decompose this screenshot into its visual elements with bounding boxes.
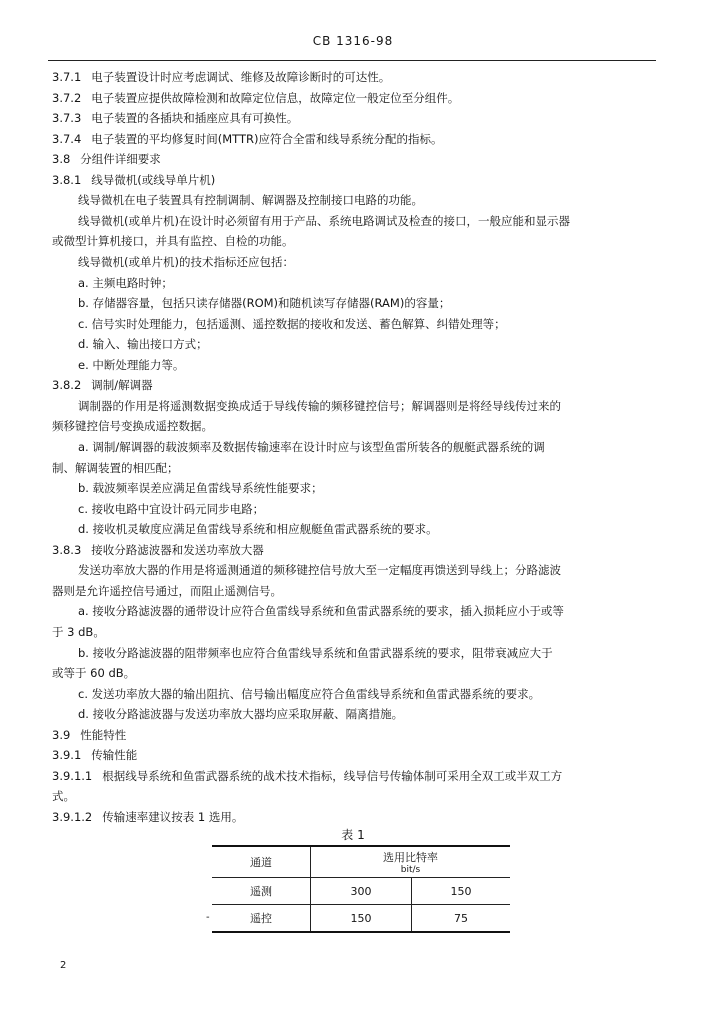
text-line	[52, 132, 443, 146]
clause-number: 3.7.1	[52, 70, 82, 84]
clause-text: 于 3 dB。	[52, 625, 105, 639]
text-line	[78, 276, 173, 290]
text-line	[52, 789, 75, 803]
text-line	[52, 111, 298, 125]
clause-text: 线导微机(或单片机)在设计时必须留有用于产品、系统电路调试及检查的接口，一般应能和显示器	[78, 213, 570, 228]
table-cell-channel: 遥控	[212, 905, 311, 933]
text-line	[52, 91, 459, 105]
clause-number: 3.7.2	[52, 90, 82, 105]
clause-text: 接收分路滤波器和发送功率放大器	[91, 542, 264, 557]
clause-number: 3.8.1	[52, 172, 82, 187]
clause-text: d. 接收机灵敏度应满足鱼雷线导系统和相应舰艇鱼雷武器系统的要求。	[78, 522, 438, 537]
text-line	[78, 563, 561, 577]
clause-text: 线导微机(或线导单片机)	[91, 172, 216, 187]
text-line	[78, 707, 403, 721]
clause-text: 调制/解调器	[91, 378, 153, 393]
table-header-unit: bit/s	[400, 865, 421, 875]
text-line	[78, 255, 294, 269]
clause-text: 发送功率放大器的作用是将遥测通道的频移键控信号放大至一定幅度再馈送到导线上；分路滤波	[78, 563, 561, 578]
text-line	[78, 193, 423, 207]
clause-number: 3.8.3	[52, 542, 82, 557]
clause-number: 3.9.1	[52, 748, 82, 763]
clause-text: d. 接收分路滤波器与发送功率放大器均应采取屏蔽、隔离措施。	[78, 707, 404, 722]
table-cell-value: 150	[412, 878, 511, 905]
table-row	[212, 878, 510, 905]
text-line	[78, 358, 184, 372]
table-cell-value: 300	[311, 878, 412, 905]
text-line	[78, 337, 208, 351]
clause-text: 根据线导系统和鱼雷武器系统的战术技术指标，线导信号传输体制可采用全双工或半双工方	[102, 768, 563, 783]
table-cell-value: 75	[412, 905, 511, 933]
text-line	[52, 666, 135, 680]
text-line	[52, 70, 390, 84]
header-rule	[48, 60, 656, 61]
table-row	[212, 905, 510, 933]
text-line	[52, 748, 137, 762]
clause-text: 调制器的作用是将遥测数据变换成适于导线传输的频移键控信号；解调器则是将经导线传过来的	[78, 398, 561, 413]
text-line	[78, 296, 450, 310]
clause-text: 器则是允许遥控信号通过，而阻止遥测信号。	[52, 583, 282, 598]
text-line	[52, 461, 179, 475]
table-cell-value: 150	[311, 905, 412, 933]
text-line	[78, 646, 553, 660]
text-line	[78, 399, 561, 413]
clause-text: 线导微机(或单片机)的技术指标还应包括：	[78, 255, 294, 269]
text-line	[78, 687, 540, 701]
clause-number: 3.8.2	[52, 378, 82, 393]
clause-text: c. 信号实时处理能力，包括遥测、遥控数据的接收和发送、蓄色解算、纠错处理等；	[78, 316, 506, 331]
clause-number: 3.7.4	[52, 131, 82, 146]
clause-text: 制、解调装置的相匹配；	[52, 460, 179, 475]
margin-mark: -	[206, 912, 210, 923]
clause-text: 传输速率建议按表 1 选用。	[102, 810, 244, 824]
text-line	[52, 625, 105, 639]
clause-text: c. 接收电路中宜设计码元同步电路；	[78, 501, 265, 516]
table-header-rate	[311, 846, 511, 878]
text-line	[52, 584, 282, 598]
text-line	[78, 214, 570, 228]
clause-text: 电子装置设计时应考虑调试、维修及故障诊断时的可达性。	[91, 70, 391, 84]
text-line	[52, 810, 243, 824]
text-line	[52, 728, 126, 742]
table-caption: 表 1	[341, 828, 365, 842]
text-line	[78, 317, 506, 331]
clause-text: e. 中断处理能力等。	[78, 357, 185, 372]
clause-text: b. 接收分路滤波器的阻带频率也应符合鱼雷线导系统和鱼雷武器系统的要求，阻带衰减应大于	[78, 645, 553, 660]
clause-text: 性能特性	[80, 727, 127, 742]
text-line	[78, 481, 323, 495]
clause-text: 电子装置的平均修复时间(MTTR)应符合全雷和线导系统分配的指标。	[91, 131, 443, 146]
clause-number: 3.9	[52, 727, 71, 742]
clause-text: 或等于 60 dB。	[52, 666, 136, 681]
bitrate-table	[212, 845, 510, 933]
page-number: 2	[60, 960, 67, 971]
clause-text: 电子装置的各插块和插座应具有可换性。	[91, 111, 299, 126]
clause-text: 线导微机在电子装置具有控制调制、解调器及控制接口电路的功能。	[78, 193, 423, 208]
text-line	[78, 604, 564, 618]
text-line	[52, 543, 264, 557]
text-line	[78, 522, 438, 536]
text-line	[52, 173, 215, 187]
table-cell-channel: 遥测	[212, 878, 311, 905]
clause-number: 3.8	[52, 152, 71, 167]
clause-text: b. 载波频率误差应满足鱼雷线导系统性能要求；	[78, 481, 323, 496]
standard-number-header: CB 1316-98	[312, 34, 394, 48]
clause-text: c. 发送功率放大器的输出阻抗、信号输出幅度应符合鱼雷线导系统和鱼雷武器系统的要求。	[78, 686, 541, 701]
clause-number: 3.9.1.1	[52, 768, 93, 783]
clause-text: 分组件详细要求	[80, 152, 161, 167]
clause-text: b. 存储器容量，包括只读存储器(ROM)和随机读写存储器(RAM)的容量；	[78, 296, 451, 311]
text-line	[78, 502, 264, 516]
clause-text: 式。	[52, 789, 75, 804]
clause-text: 电子装置应提供故障检测和故障定位信息，故障定位一般定位至分组件。	[91, 90, 460, 105]
text-line	[52, 152, 161, 166]
clause-number: 3.7.3	[52, 111, 82, 126]
table-header-rate-label: 选用比特率	[383, 851, 438, 864]
text-line	[78, 440, 545, 454]
clause-text: 频移键控信号变换成遥控数据。	[52, 419, 213, 434]
clause-text: a. 主频电路时钟；	[78, 275, 173, 290]
clause-number: 3.9.1.2	[52, 810, 93, 824]
text-line	[52, 419, 213, 433]
clause-text: d. 输入、输出接口方式；	[78, 337, 208, 352]
text-line	[52, 234, 294, 248]
text-line	[52, 378, 153, 392]
clause-text: a. 接收分路滤波器的通带设计应符合鱼雷线导系统和鱼雷武器系统的要求，插入损耗应小于或等	[78, 604, 564, 619]
clause-text: a. 调制/解调器的载波频率及数据传输速率在设计时应与该型鱼雷所装各的舰艇武器系统的调	[78, 440, 545, 454]
clause-text: 传输性能	[91, 748, 138, 763]
clause-text: 或微型计算机接口，并具有监控、自检的功能。	[52, 234, 294, 249]
text-line	[52, 769, 562, 783]
table-header-channel: 通道	[212, 846, 311, 878]
